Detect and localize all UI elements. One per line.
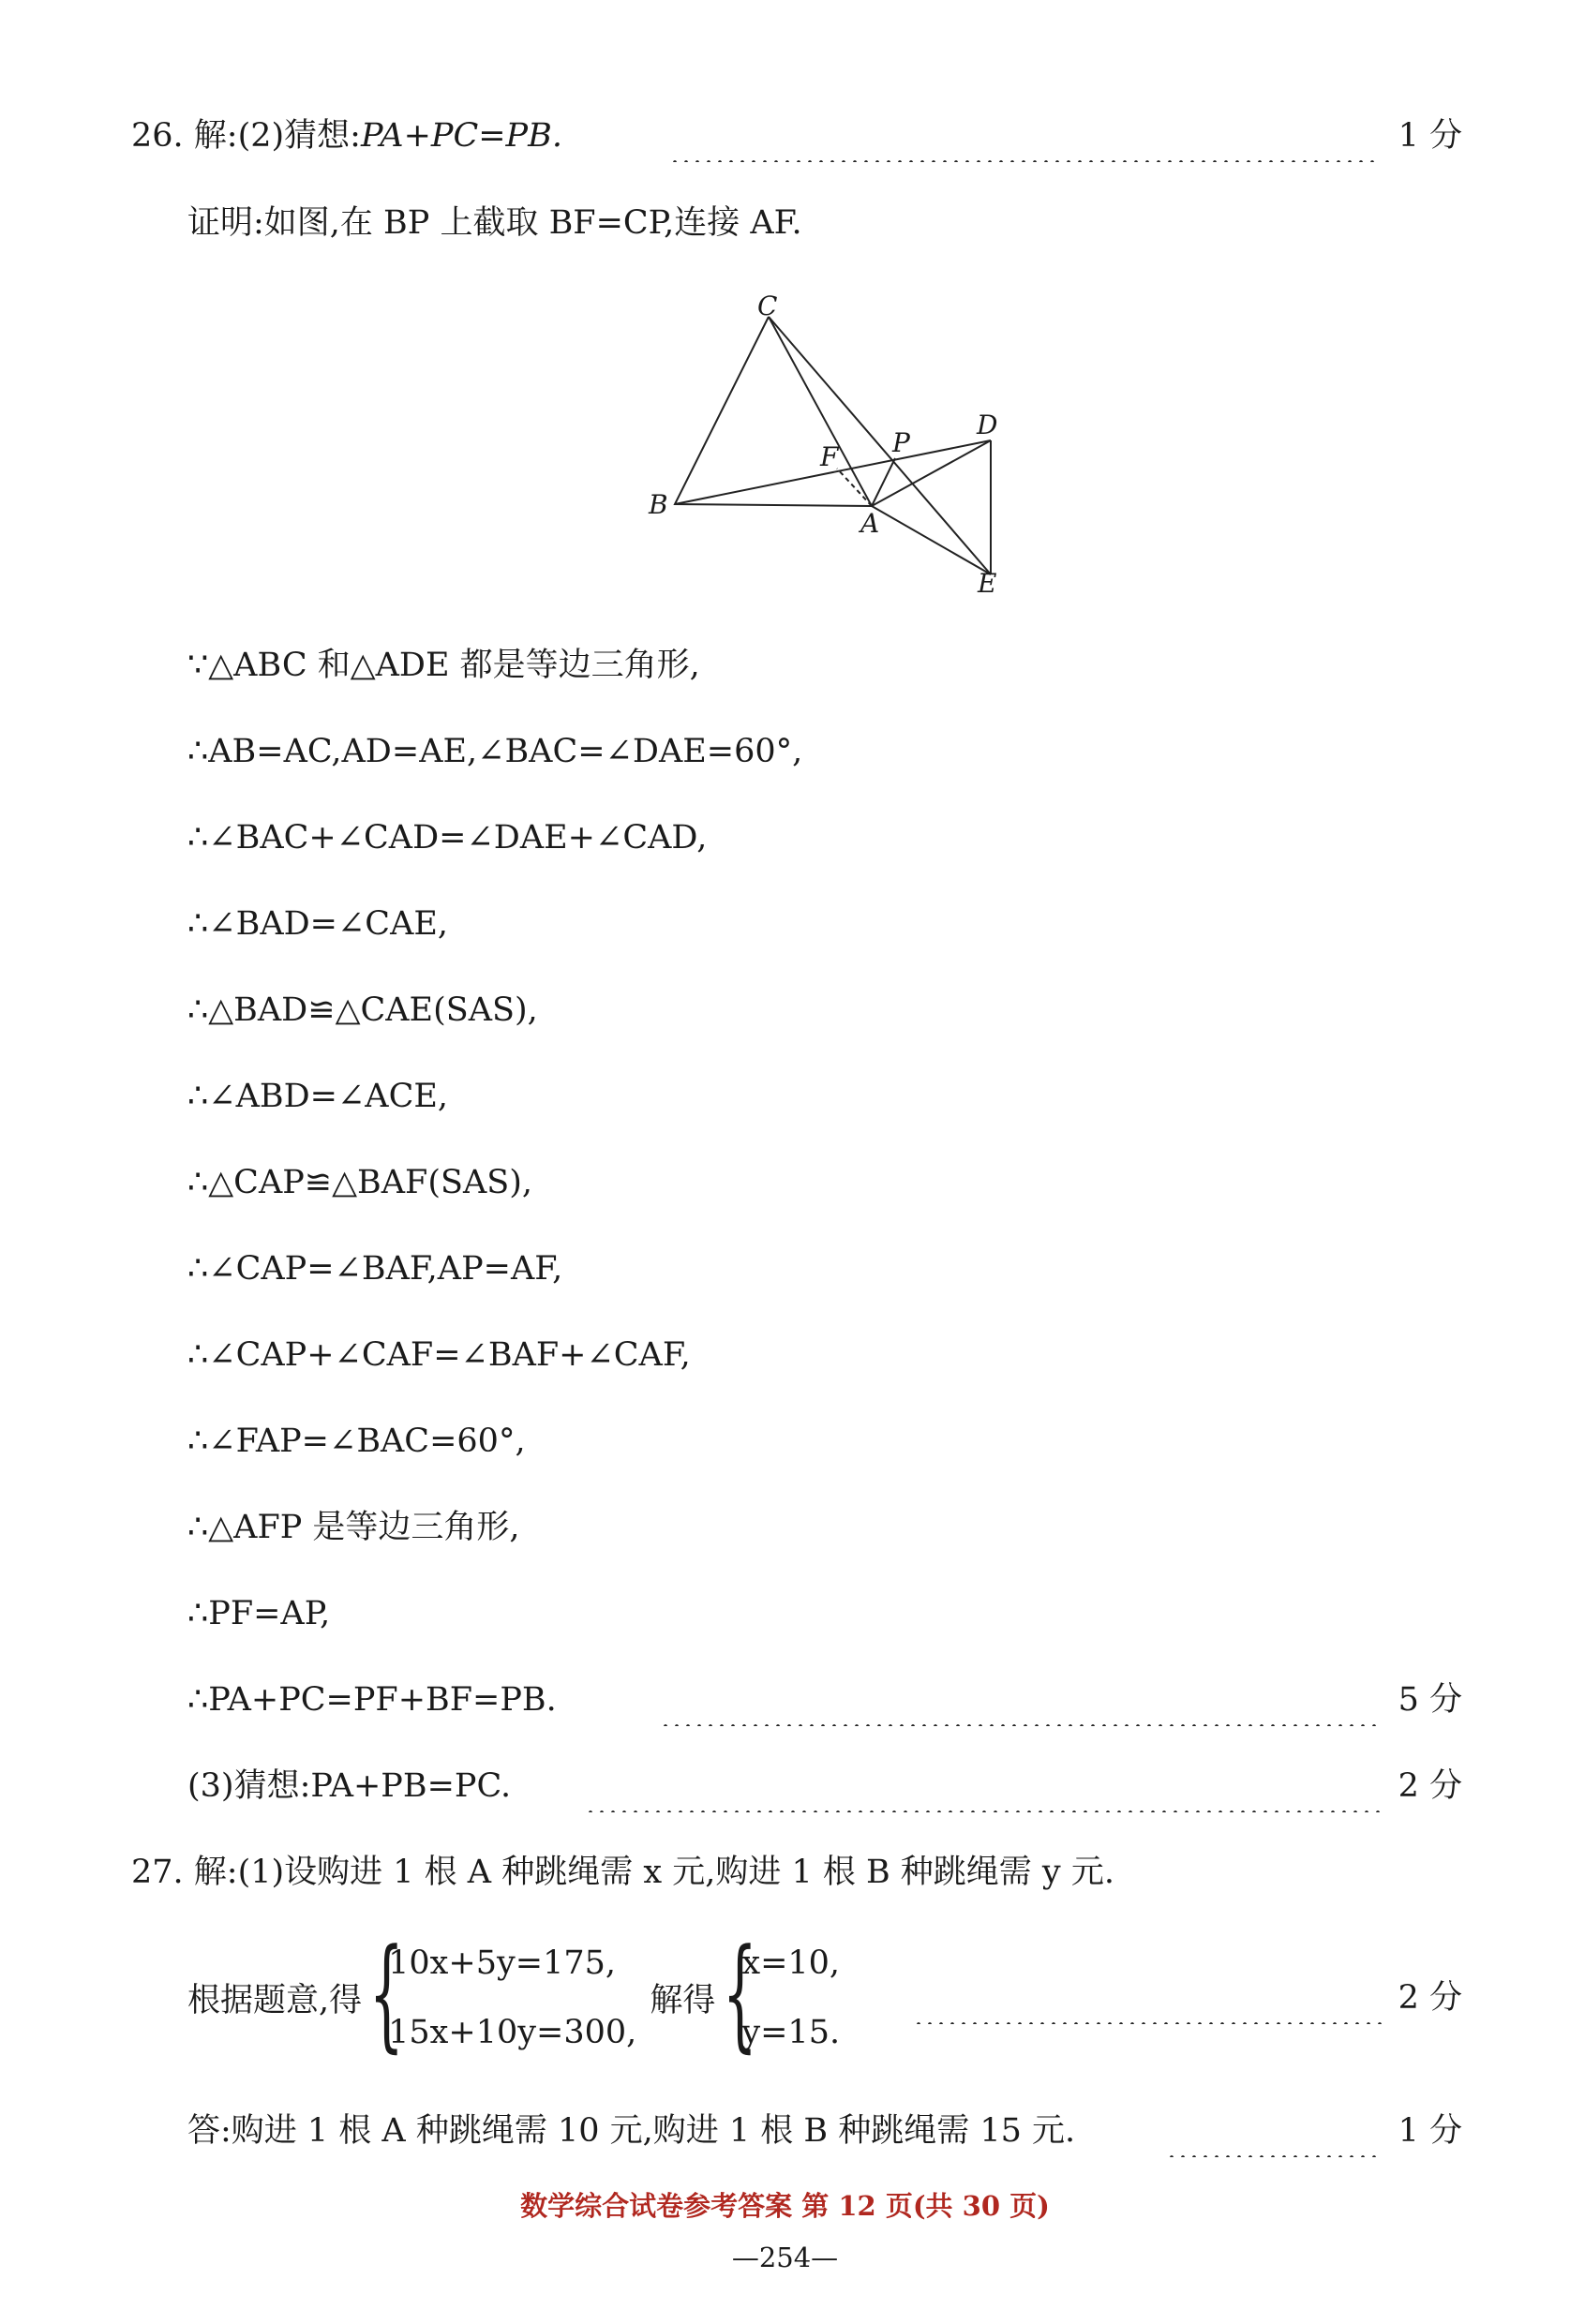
score-row-5 (0, 1674, 1570, 1726)
equation-2: 15x+10y=300, (388, 2014, 637, 2051)
step-8: ∴∠CAP=∠BAF,AP=AF, (187, 1250, 563, 1288)
geometry-figure (637, 281, 1031, 600)
conjecture-expression: PA+PC=PB. (360, 117, 562, 155)
step-13: ∴PA+PC=PF+BF=PB. (187, 1681, 557, 1719)
line-ae (872, 506, 991, 574)
score-1: 1 分 (1398, 117, 1462, 155)
score-row-p3 (0, 1760, 1570, 1812)
score-row-eq (0, 1972, 1570, 2024)
leader-dots (660, 1674, 1382, 1726)
leader-dots (913, 1972, 1382, 2024)
step-1: ∵△ABC 和△ADE 都是等边三角形, (187, 647, 700, 684)
label-e: E (978, 568, 997, 599)
leader-dots (1166, 2105, 1382, 2157)
line-ad (872, 440, 991, 506)
line-ce (769, 317, 991, 574)
score-row-ans (0, 2105, 1570, 2157)
equation-1: 10x+5y=175, (388, 1944, 617, 1982)
score-p3: 2 分 (1398, 1767, 1462, 1805)
left-brace-solution: { (723, 1922, 758, 2064)
step-3: ∴∠BAC+∠CAD=∠DAE+∠CAD, (187, 819, 708, 857)
problem-27-header: 27. 解:(1)设购进 1 根 A 种跳绳需 x 元,购进 1 根 B 种跳绳需 y 元. (131, 1854, 1114, 1891)
score-5: 5 分 (1398, 1681, 1462, 1719)
part-3-conjecture: (3)猜想:PA+PB=PC. (187, 1767, 512, 1805)
label-d: D (977, 410, 998, 440)
answer-line: 答:购进 1 根 A 种跳绳需 10 元,购进 1 根 B 种跳绳需 15 元. (187, 2112, 1076, 2150)
equation-label: 根据题意,得 (187, 1982, 363, 2019)
problem-26-label: 26. 解:(2)猜想: (131, 117, 361, 155)
label-c: C (757, 290, 778, 321)
solution-label: 解得 (650, 1982, 716, 2019)
solution-2: y=15. (741, 2014, 841, 2051)
step-5: ∴△BAD≌△CAE(SAS), (187, 991, 538, 1029)
step-4: ∴∠BAD=∠CAE, (187, 905, 449, 943)
score-ans: 1 分 (1398, 2112, 1462, 2150)
page-footer: 数学综合试卷参考答案 第 12 页(共 30 页) (520, 2190, 1050, 2222)
left-brace: { (368, 1922, 405, 2064)
proof-intro: 证明:如图,在 BP 上截取 BF=CP,连接 AF. (187, 204, 802, 242)
step-2: ∴AB=AC,AD=AE,∠BAC=∠DAE=60°, (187, 733, 803, 770)
label-b: B (649, 489, 668, 520)
triangle-abc (675, 317, 872, 506)
leader-dots (585, 1760, 1382, 1812)
step-9: ∴∠CAP+∠CAF=∠BAF+∠CAF, (187, 1336, 691, 1374)
step-12: ∴PF=AP, (187, 1595, 331, 1632)
solution-1: x=10, (741, 1944, 841, 1982)
label-p: P (892, 427, 910, 458)
score-eq: 2 分 (1398, 1979, 1462, 2017)
step-11: ∴△AFP 是等边三角形, (187, 1509, 520, 1546)
step-7: ∴△CAP≌△BAF(SAS), (187, 1164, 532, 1201)
step-6: ∴∠ABD=∠ACE, (187, 1078, 449, 1115)
score-row-1 (0, 110, 1570, 162)
label-f: F (820, 441, 839, 472)
page-number: —254— (731, 2242, 839, 2273)
label-a: A (860, 508, 880, 539)
leader-dots (669, 110, 1382, 162)
step-10: ∴∠FAP=∠BAC=60°, (187, 1423, 526, 1460)
